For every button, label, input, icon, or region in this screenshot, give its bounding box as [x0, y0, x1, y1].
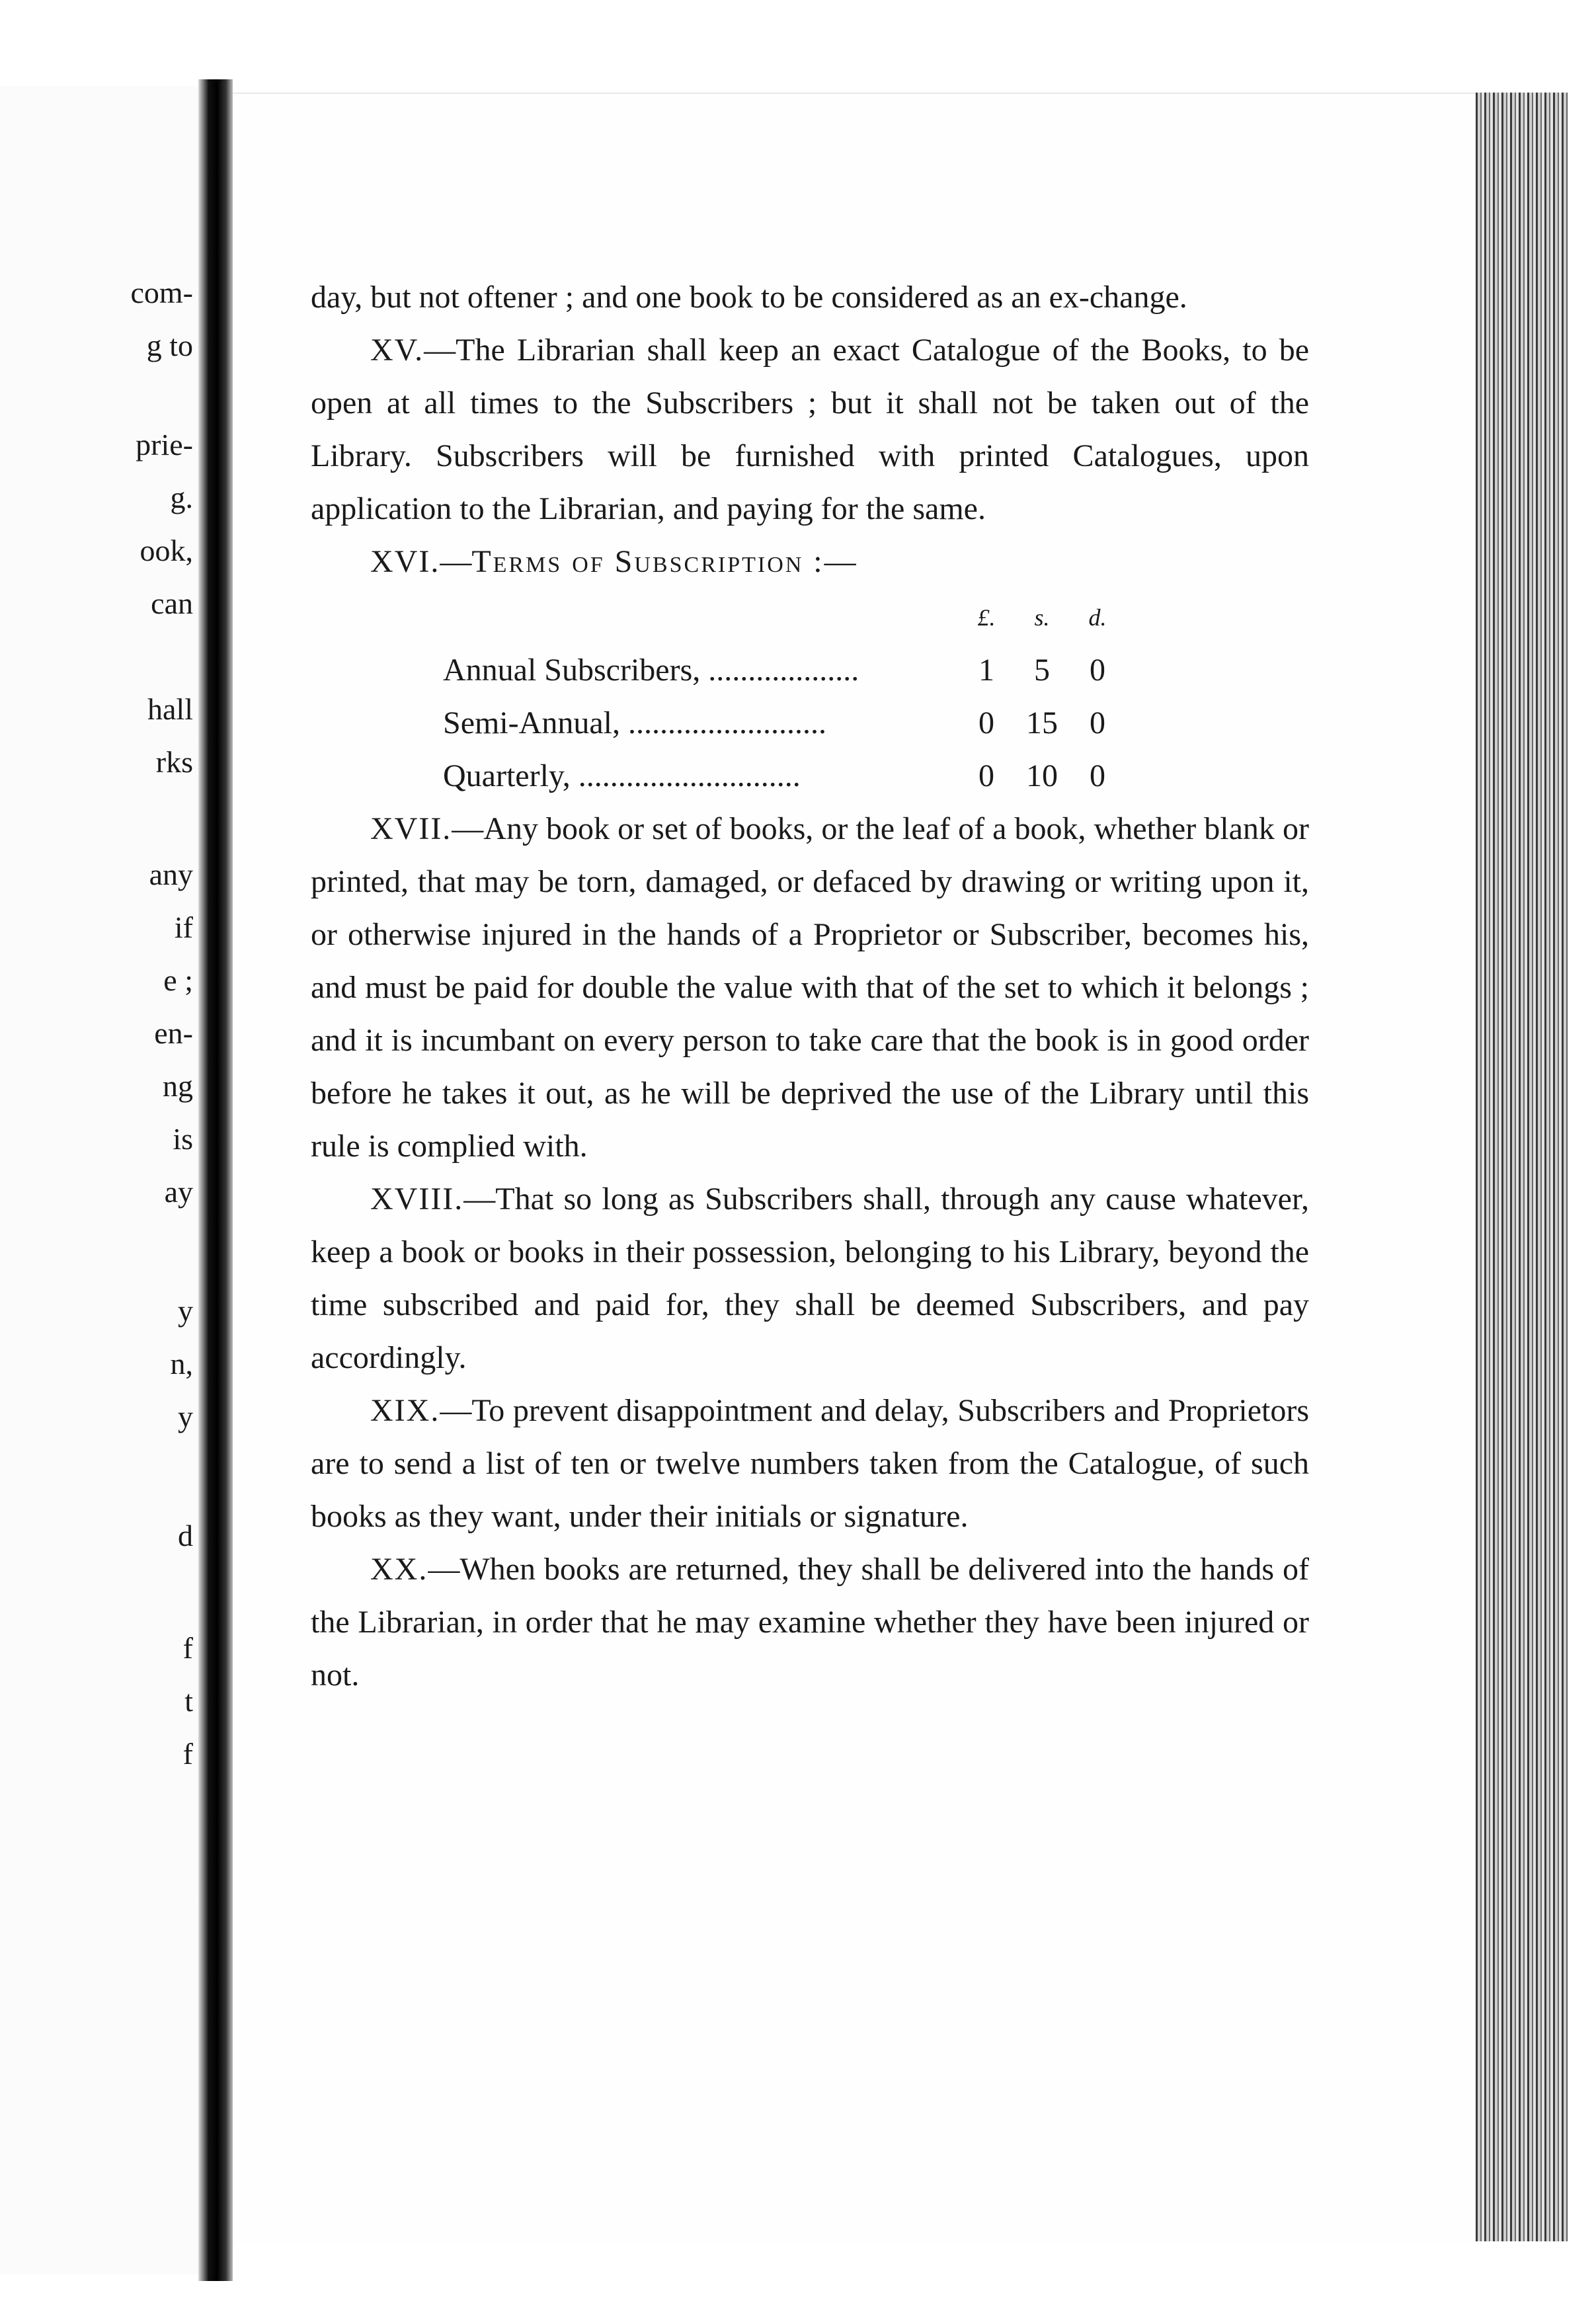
shillings-value: 5	[1034, 653, 1050, 688]
left-fragment: f	[182, 1631, 193, 1665]
rule-number: XV.	[370, 333, 424, 368]
rule-text: —Any book or set of books, or the leaf of a book, whether blank or printed, that may be torn, damaged, or defaced by drawing or writing upon it, or otherwise injured in the hands of a Proprietor or Subscriber, becomes his, and must be paid for double the value with that of the set to which it belongs ; and it is incumbant on every person to take care that the book is in good order before he takes it out, as he will be deprived the use of the Library until this rule is complied with.	[311, 811, 1309, 1164]
paragraph-xviii	[311, 1173, 1309, 1384]
rule-text: —To prevent disappointment and delay, Subscribers and Proprietors are to send a list of ten or twelve numbers taken from the Catalogue, of such books as they want, under their initials or signature.	[311, 1393, 1309, 1534]
shillings-value: 15	[1026, 705, 1058, 741]
book-gutter	[198, 79, 233, 2281]
rule-text: —The Librarian shall keep an exact Catalogue of the Books, to be open at all times to the Subscribers ; but it shall not be taken out of the Library. Subscribers will be furnished with printed Catalogues, upon application to the Librarian, and paying for the same.	[311, 333, 1309, 526]
pounds-header: £.	[977, 604, 996, 631]
pounds-value: 0	[978, 758, 994, 793]
left-fragment: y	[178, 1294, 193, 1328]
left-fragment: n,	[170, 1347, 193, 1381]
paragraph-continuation: day, but not oftener ; and one book to be considered as an ex-change.	[311, 280, 1187, 315]
left-fragment: rks	[155, 745, 193, 779]
table-row	[443, 644, 1125, 697]
rule-number: XVII.	[370, 811, 452, 846]
left-fragment: g to	[146, 329, 193, 362]
rule-text: —That so long as Subscribers shall, through any cause whatever, keep a book or books in their possession, belonging to his Library, beyond the time subscribed and paid for, they shall be deemed Subscribers, and pay accordingly.	[311, 1181, 1309, 1375]
table-row	[443, 750, 1125, 803]
rule-number: XVIII.	[370, 1181, 464, 1217]
left-fragment: can	[151, 586, 193, 620]
left-fragment: ay	[164, 1175, 193, 1209]
left-fragment: t	[184, 1684, 193, 1718]
left-fragment: com-	[130, 276, 193, 309]
pence-header: d.	[1088, 604, 1107, 631]
left-fragment: en-	[154, 1016, 193, 1050]
pounds-value: 0	[978, 705, 994, 741]
page-edges	[1476, 93, 1568, 2241]
paragraph-xix	[311, 1384, 1309, 1543]
paragraph-xvi	[311, 536, 1309, 588]
left-fragment: ook,	[140, 534, 193, 567]
pence-value: 0	[1090, 653, 1105, 688]
term-label: Quarterly, ............................	[443, 758, 801, 793]
left-fragment: g.	[170, 481, 193, 514]
rule-number: XVI.	[370, 544, 440, 579]
term-label: Annual Subscribers, ...................	[443, 653, 859, 688]
page-text	[311, 271, 1309, 1702]
left-fragment: hall	[147, 692, 193, 726]
left-fragment: d	[178, 1519, 193, 1552]
previous-page-strip	[0, 86, 198, 2274]
paragraph-xv	[311, 324, 1309, 536]
left-fragment: e ;	[163, 963, 193, 997]
pence-value: 0	[1090, 758, 1105, 793]
left-fragment: is	[173, 1122, 193, 1156]
table-row	[443, 697, 1125, 750]
table-header-row	[443, 591, 1125, 644]
term-label: Semi-Annual, .........................	[443, 705, 826, 741]
paragraph-xx	[311, 1543, 1309, 1702]
paragraph-xvii	[311, 803, 1309, 1173]
shillings-header: s.	[1034, 604, 1050, 631]
left-fragment: ng	[163, 1069, 193, 1103]
rule-text: —When books are returned, they shall be delivered into the hands of the Librarian, in order that he may examine whether they have been injured or not.	[311, 1552, 1309, 1693]
pence-value: 0	[1090, 705, 1105, 741]
left-fragment: prie-	[136, 428, 193, 461]
left-fragment: f	[182, 1737, 193, 1771]
shillings-value: 10	[1026, 758, 1058, 793]
rule-number: XX.	[370, 1552, 428, 1587]
left-fragment: if	[174, 910, 193, 944]
rule-number: XIX.	[370, 1393, 440, 1428]
left-fragment: y	[178, 1400, 193, 1433]
pounds-value: 1	[978, 653, 994, 688]
subscription-terms-table	[443, 591, 1125, 803]
rule-dash: —	[440, 544, 472, 579]
terms-heading: Terms of Subscription :—	[471, 544, 858, 579]
left-fragment: any	[149, 858, 193, 891]
